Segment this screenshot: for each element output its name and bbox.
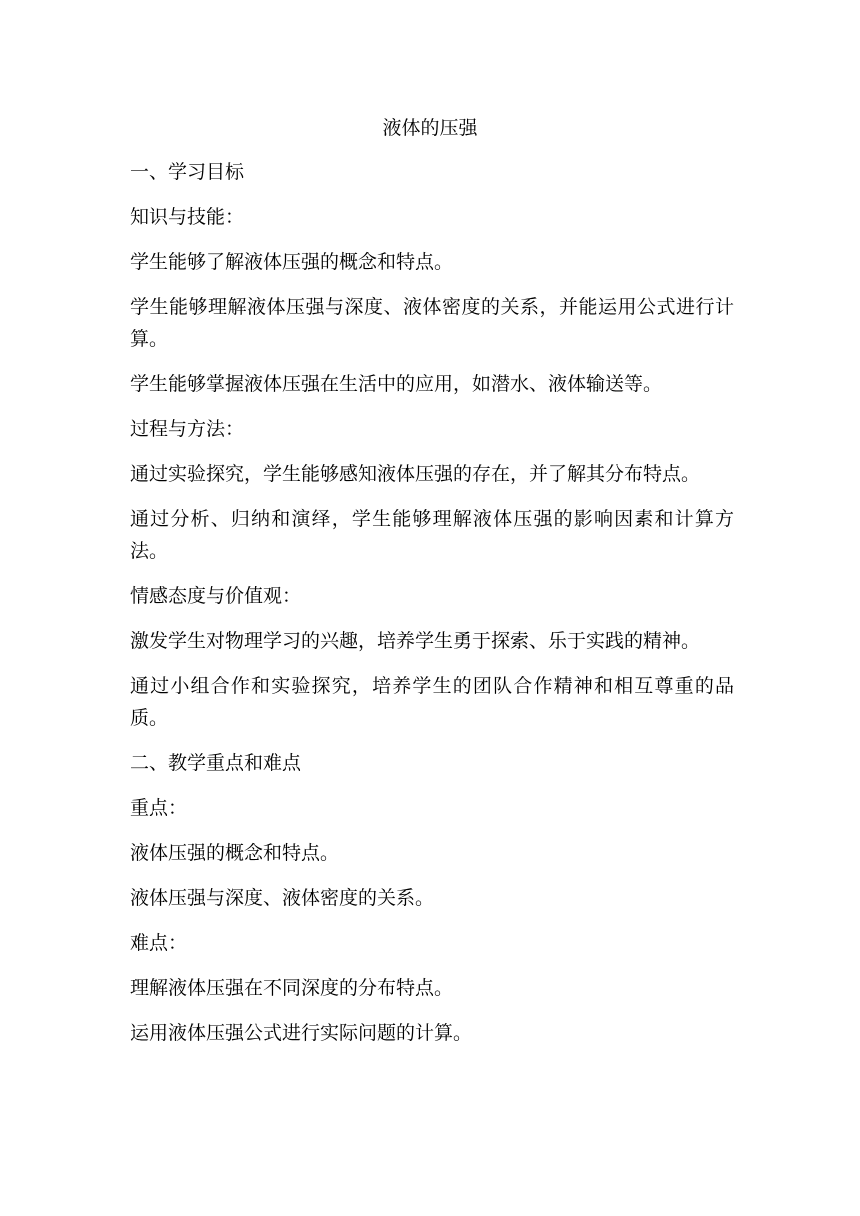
paragraph: 液体压强的概念和特点。 bbox=[130, 842, 340, 864]
section-heading-objectives: 一、学习目标 bbox=[130, 161, 245, 183]
paragraph: 液体压强与深度、液体密度的关系。 bbox=[130, 887, 435, 909]
paragraph: 通过实验探究，学生能够感知液体压强的存在，并了解其分布特点。 bbox=[130, 463, 701, 485]
paragraph: 运用液体压强公式进行实际问题的计算。 bbox=[130, 1022, 473, 1044]
document-title: 液体的压强 bbox=[382, 117, 478, 139]
subheading-process-methods: 过程与方法： bbox=[130, 418, 245, 440]
paragraph: 学生能够掌握液体压强在生活中的应用，如潜水、液体输送等。 bbox=[130, 373, 663, 395]
subheading-key-points: 重点： bbox=[130, 797, 188, 819]
paragraph: 通过分析、归纳和演绎，学生能够理解液体压强的影响因素和计算方法。 bbox=[130, 508, 734, 562]
paragraph: 学生能够了解液体压强的概念和特点。 bbox=[130, 251, 454, 273]
paragraph: 理解液体压强在不同深度的分布特点。 bbox=[130, 977, 454, 999]
paragraph: 通过小组合作和实验探究，培养学生的团队合作精神和相互尊重的品质。 bbox=[130, 675, 734, 729]
document-body bbox=[130, 156, 734, 1062]
subheading-knowledge-skills: 知识与技能： bbox=[130, 206, 245, 228]
paragraph: 学生能够理解液体压强与深度、液体密度的关系，并能运用公式进行计算。 bbox=[130, 296, 734, 350]
paragraph: 激发学生对物理学习的兴趣，培养学生勇于探索、乐于实践的精神。 bbox=[130, 630, 701, 652]
subheading-attitudes-values: 情感态度与价值观： bbox=[130, 585, 302, 607]
section-heading-key-points: 二、教学重点和难点 bbox=[130, 752, 302, 774]
subheading-difficulties: 难点： bbox=[130, 932, 188, 954]
